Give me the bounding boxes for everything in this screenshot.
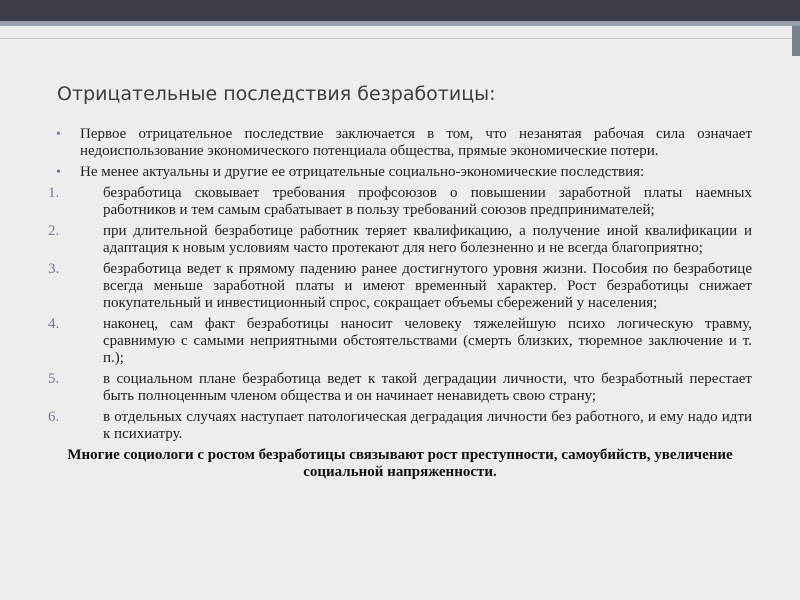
- header-divider: [0, 38, 800, 39]
- numbered-item: [0, 185, 800, 219]
- item-number: 3.: [48, 261, 60, 277]
- bullet-item: [0, 126, 800, 160]
- numbered-item: [0, 316, 800, 367]
- numbered-item: [0, 261, 800, 312]
- bullet-marker: •: [56, 165, 61, 180]
- item-text: в отдельных случаях наступает патологическая деградация личности без работного, и ему надо идти к психиатру.: [103, 409, 752, 442]
- item-text: в социальном плане безработица ведет к такой деградации личности, что безработный перестает быть полноценным членом общества и он начинает ненавидеть свою страну;: [103, 371, 752, 404]
- item-number: 1.: [48, 185, 60, 201]
- item-number: 5.: [48, 371, 60, 387]
- item-text: наконец, сам факт безработицы наносит человеку тяжелейшую психо логическую травму, сравнимую с самыми неприятными обстоятельствами (смерть близких, тюремное заключение и т. п.);: [103, 316, 752, 366]
- numbered-item: [0, 409, 800, 443]
- conclusion-text: Многие социологи с ростом безработицы связывают рост преступности, самоубийств, увеличение социальной напряженности.: [67, 447, 733, 480]
- corner-accent: [792, 26, 800, 56]
- bullet-text: Не менее актуальны и другие ее отрицательные социально-экономические последствия:: [80, 164, 645, 180]
- item-number: 2.: [48, 223, 60, 239]
- item-number: 6.: [48, 409, 60, 425]
- item-text: при длительной безработице работник теряет квалификацию, а получение иной квалификации и адаптация к новым условиям часто протекают для него болезненно и не всегда благоприятно;: [103, 223, 752, 256]
- accent-strip: [0, 21, 800, 26]
- numbered-item: [0, 223, 800, 257]
- item-text: безработица ведет к прямому падению ранее достигнутого уровня жизни. Пособия по безработице всегда меньше заработной платы и имеют временный характер. Рост безработицы снижает покупательный и инвестиционный спрос, сокращает объемы сбережений у населения;: [103, 261, 752, 311]
- bullet-text: Первое отрицательное последствие заключается в том, что незанятая рабочая сила означает недоиспользование экономического потенциала общества, прямые экономические потери.: [80, 126, 752, 159]
- slide-title: Отрицательные последствия безработицы:: [57, 83, 496, 105]
- item-text: безработица сковывает требования профсоюзов о повышении заработной платы наемных работников и тем самым срабатывает в пользу требований союзов предпринимателей;: [103, 185, 752, 218]
- bullet-item: [0, 164, 800, 181]
- slide-content: [0, 126, 800, 481]
- top-decorative-bar: [0, 0, 800, 21]
- numbered-item: [0, 371, 800, 405]
- bullet-marker: •: [56, 127, 61, 142]
- item-number: 4.: [48, 316, 60, 332]
